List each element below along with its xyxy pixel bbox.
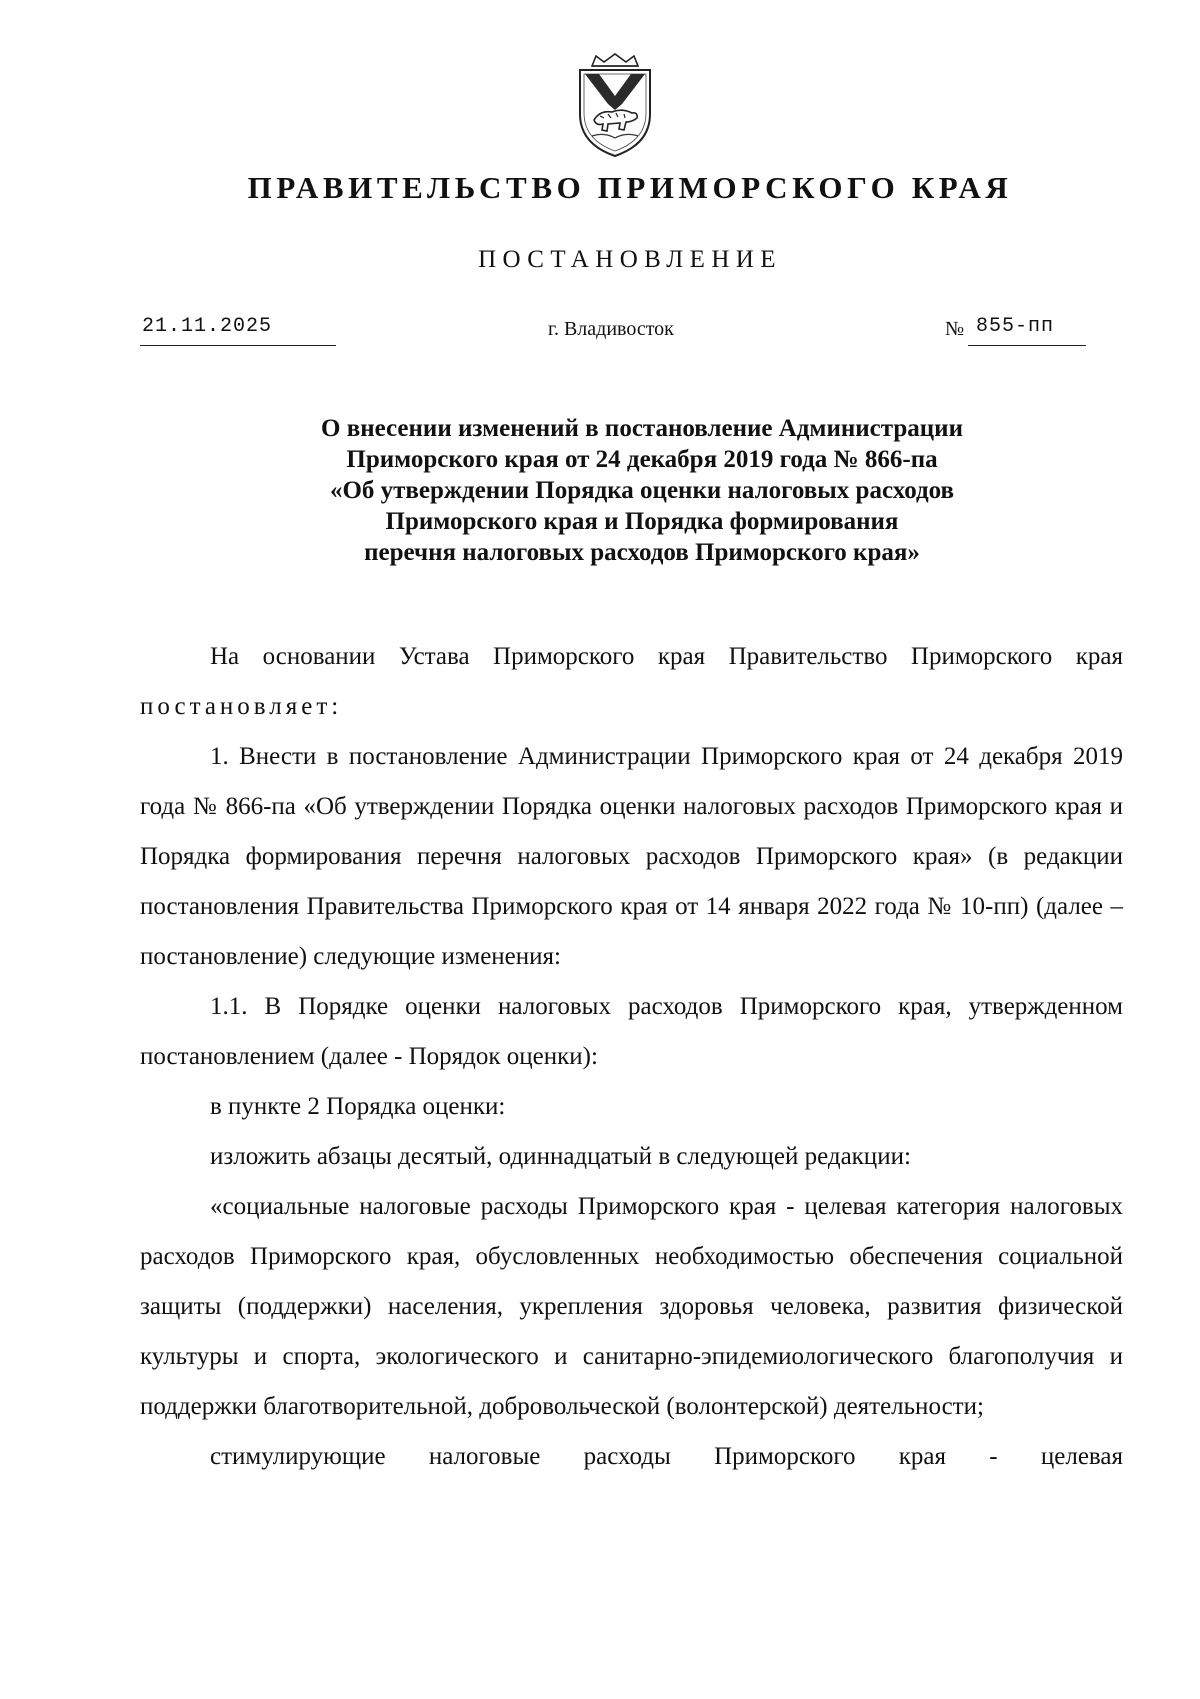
coat-of-arms-icon — [574, 52, 656, 158]
body-paragraph-amend: изложить абзацы десятый, одиннадцатый в следующей редакции: — [210, 1143, 911, 1170]
body-paragraph-1: 1. Внести в постановление Администрации Приморского края от 24 декабря 2019 года № 866-па «Об утверждении Порядка оценки налоговых расходов Приморского края и Порядка формирования перечня налоговых расходов Приморского края» (в редакции постановления Правительства Приморского края от 14 января 2022 года № 10-пп) (далее – постановление) следующие изменения: — [140, 743, 1123, 970]
document-title — [140, 413, 1144, 568]
document-number — [968, 315, 1086, 346]
body-paragraph-social: «социальные налоговые расходы Приморского края - целевая категория налоговых расходов Приморского края, обусловленных необходимостью обеспечения социальной защиты (поддержки) населения, укрепления здоровья человека, развития физической культуры и спорта, экологического и санитарно-эпидемиологического благополучия и поддержки благотворительной, добровольческой (волонтерской) деятельности; — [140, 1193, 1123, 1420]
document-city: г. Владивосток — [548, 318, 674, 340]
body-paragraph-point-2: в пункте 2 Порядка оценки: — [210, 1093, 506, 1120]
document-title-line: Приморского края от 24 декабря 2019 года № 866-па — [346, 446, 938, 473]
preamble-verb: постановляет — [140, 693, 332, 720]
document-body — [140, 632, 1123, 1482]
document-date — [140, 315, 336, 346]
document-title-line: «Об утверждении Порядка оценки налоговых расходов — [329, 477, 955, 504]
preamble-colon: : — [331, 693, 339, 720]
document-number-value: 855-пп — [976, 315, 1055, 338]
document-title-line: Приморского края и Порядка формирования — [385, 508, 899, 535]
document-number-sign: № — [945, 318, 965, 340]
body-paragraph-preamble — [140, 632, 1123, 732]
body-paragraph-stimulating: стимулирующие налоговые расходы Приморского края - целевая — [210, 1443, 1123, 1470]
document-type: ПОСТАНОВЛЕНИЕ — [478, 246, 782, 273]
document-title-line: О внесении изменений в постановление Администрации — [321, 415, 963, 442]
document-title-line: перечня налоговых расходов Приморского края» — [364, 539, 920, 566]
document-date-value: 21.11.2025 — [142, 315, 273, 338]
body-paragraph-1-1: 1.1. В Порядке оценки налоговых расходов Приморского края, утвержденном постановлением (далее - Порядок оценки): — [140, 993, 1123, 1070]
organization-title: ПРАВИТЕЛЬСТВО ПРИМОРСКОГО КРАЯ — [247, 170, 1013, 205]
preamble-text: На основании Устава Приморского края Правительство Приморского края — [210, 643, 1123, 670]
